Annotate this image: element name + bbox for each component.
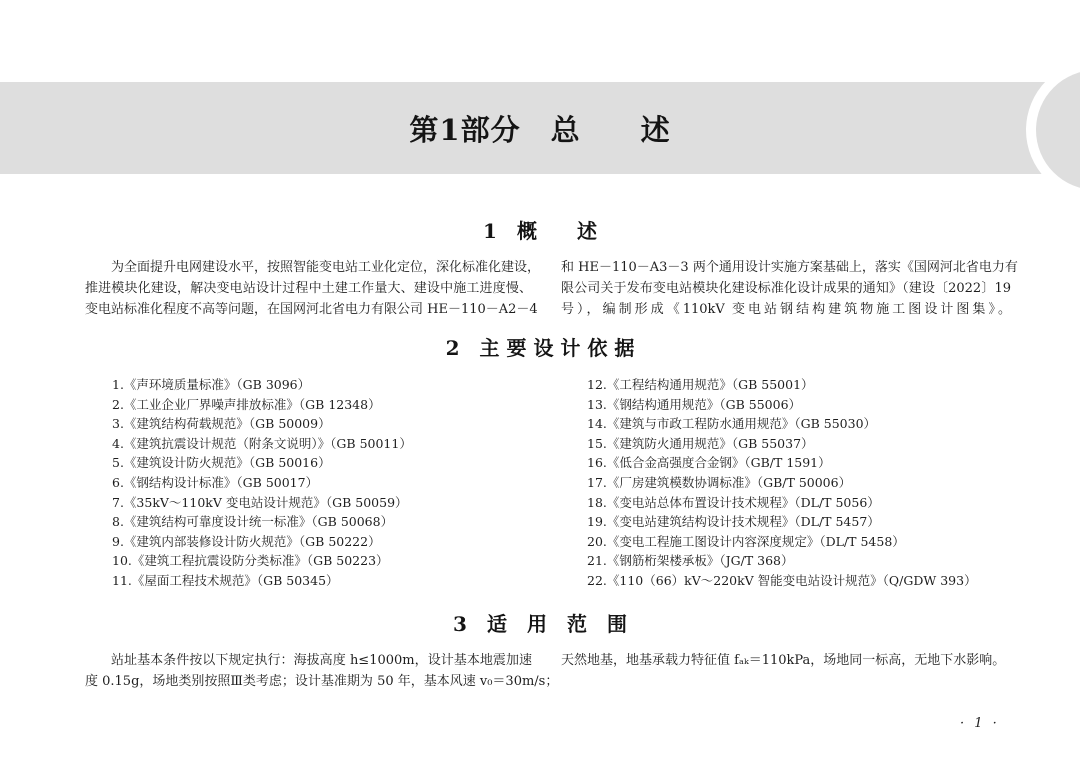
- reference-item: 2.《工业企业厂界噪声排放标准》（GB 12348）: [112, 396, 381, 412]
- reference-item: 8.《建筑结构可靠度设计统一标准》（GB 50068）: [112, 514, 394, 530]
- reference-item: 14.《建筑与市政工程防水通用规范》（GB 55030）: [587, 416, 877, 432]
- reference-item: 7.《35kV～110kV 变电站设计规范》（GB 50059）: [112, 494, 408, 510]
- section-heading-basis: 2 主 要 设 计 依 据: [445, 336, 635, 360]
- reference-item: 19.《变电站建筑结构设计技术规程》（DL/T 5457）: [587, 514, 880, 530]
- reference-item: 20.《变电工程施工图设计内容深度规定》（DL/T 5458）: [587, 533, 905, 549]
- text-line: 站址基本条件按以下规定执行：海拔高度 h≤1000m，设计基本地震加速: [111, 653, 532, 668]
- reference-item: 16.《低合金高强度合金钢》（GB/T 1591）: [587, 455, 831, 471]
- text-line: 和 HE－110－A3－3 两个通用设计实施方案基础上，落实《国网河北省电力有: [561, 260, 1018, 275]
- reference-list-right: [587, 375, 977, 591]
- section-heading-scope: 3 适 用 范 围: [453, 612, 627, 636]
- reference-item: 10.《建筑工程抗震设防分类标准》（GB 50223）: [112, 553, 389, 569]
- reference-item: 17.《厂房建筑模数协调标准》（GB/T 50006）: [587, 474, 852, 490]
- text-line: 推进模块化建设，解决变电站设计过程中土建工作量大、建设中施工进度慢、: [85, 281, 532, 296]
- text-line: 限公司关于发布变电站模块化建设标准化设计成果的通知》（建设〔2022〕19: [561, 281, 1011, 296]
- reference-item: 11.《屋面工程技术规范》（GB 50345）: [112, 572, 339, 588]
- text-line: 度 0.15g，场地类别按照Ⅲ类考虑；设计基准期为 50 年，基本风速 v₀＝30m/s；: [85, 674, 559, 689]
- reference-item: 12.《工程结构通用规范》（GB 55001）: [587, 377, 814, 392]
- scope-paragraph-left: [85, 650, 559, 692]
- page-number: · 1 ·: [960, 716, 1000, 731]
- reference-item: 3.《建筑结构荷载规范》（GB 50009）: [112, 416, 331, 432]
- scope-paragraph-right: [561, 650, 1011, 671]
- reference-item: 15.《建筑防火通用规范》（GB 55037）: [587, 435, 814, 451]
- text-line: 天然地基，地基承载力特征值 fₐₖ＝110kPa，场地同一标高，无地下水影响。: [561, 653, 1006, 668]
- overview-paragraph-right: [561, 257, 1018, 320]
- reference-item: 6.《钢结构设计标准》（GB 50017）: [112, 474, 319, 490]
- reference-item: 13.《钢结构通用规范》（GB 55006）: [587, 396, 802, 412]
- reference-item: 21.《钢筋桁架楼承板》（JG/T 368）: [587, 553, 794, 569]
- reference-item: 18.《变电站总体布置设计技术规程》（DL/T 5056）: [587, 494, 880, 510]
- reference-item: 1.《声环境质量标准》（GB 3096）: [112, 377, 311, 392]
- reference-item: 5.《建筑设计防火规范》（GB 50016）: [112, 455, 331, 471]
- text-line: 变电站标准化程度不高等问题，在国网河北省电力有限公司 HE－110－A2－4: [85, 302, 538, 317]
- overview-paragraph-left: [85, 257, 541, 320]
- part-title: 第1部分 总 述: [409, 113, 671, 147]
- text-line: 为全面提升电网建设水平，按照智能变电站工业化定位，深化标准化建设，: [111, 260, 541, 275]
- section-heading-overview: 1 概 述: [483, 219, 597, 243]
- text-line: 号），编制形成《110kV 变电站钢结构建筑物施工图设计图集》。: [561, 302, 1011, 317]
- reference-list-left: [112, 375, 412, 591]
- reference-item: 22.《110（66）kV～220kV 智能变电站设计规范》（Q/GDW 393）: [587, 572, 977, 588]
- reference-item: 9.《建筑内部装修设计防火规范》（GB 50222）: [112, 533, 381, 549]
- reference-item: 4.《建筑抗震设计规范（附条文说明）》（GB 50011）: [112, 435, 412, 451]
